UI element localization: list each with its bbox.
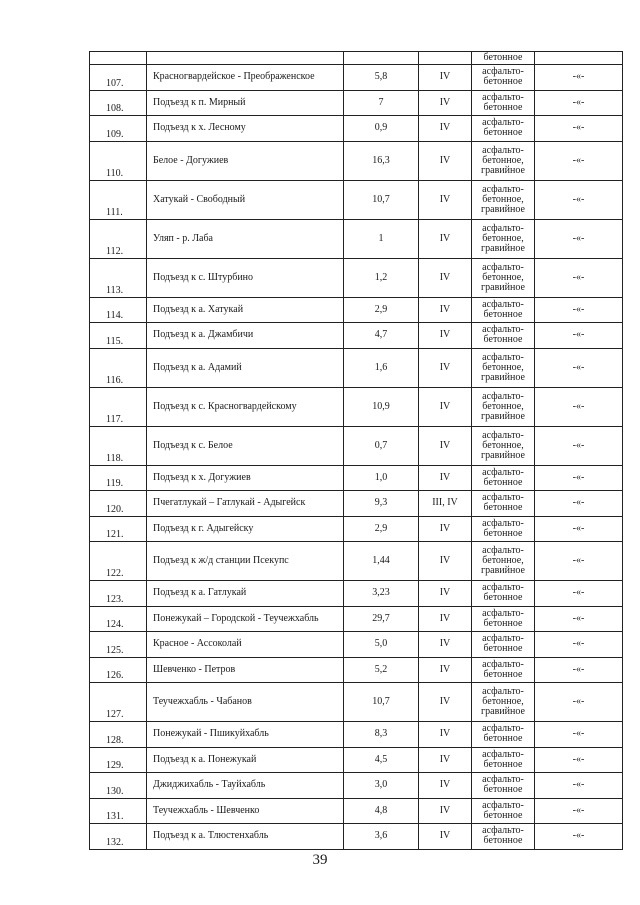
table-row xyxy=(90,657,623,683)
road-coverage: асфальто- бетонное, гравийное xyxy=(472,426,535,465)
road-coverage: асфальто- бетонное xyxy=(472,632,535,658)
table-row xyxy=(90,798,623,824)
row-number: 117. xyxy=(90,387,147,426)
road-name: Теучежхабль - Чабанов xyxy=(147,683,344,722)
road-length: 2,9 xyxy=(344,516,419,542)
road-note: -«- xyxy=(535,426,623,465)
road-category: IV xyxy=(419,465,472,491)
road-coverage: асфальто- бетонное, гравийное xyxy=(472,387,535,426)
road-coverage: асфальто- бетонное, гравийное xyxy=(472,348,535,387)
road-note: -«- xyxy=(535,90,623,116)
road-name: Хатукай - Свободный xyxy=(147,180,344,219)
road-coverage: асфальто- бетонное xyxy=(472,722,535,748)
table-row-continued xyxy=(90,52,623,65)
row-number: 129. xyxy=(90,747,147,773)
row-number xyxy=(90,52,147,65)
road-coverage: асфальто- бетонное, гравийное xyxy=(472,219,535,258)
road-name: Джиджихабль - Тауйхабль xyxy=(147,773,344,799)
road-category: IV xyxy=(419,581,472,607)
row-number: 123. xyxy=(90,581,147,607)
road-category: IV xyxy=(419,387,472,426)
road-note: -«- xyxy=(535,542,623,581)
road-category: IV xyxy=(419,426,472,465)
road-name: Подъезд к п. Мирный xyxy=(147,90,344,116)
road-name: Подъезд к а. Понежукай xyxy=(147,747,344,773)
road-length: 16,3 xyxy=(344,141,419,180)
road-coverage: асфальто- бетонное xyxy=(472,606,535,632)
road-note: -«- xyxy=(535,491,623,517)
road-coverage: асфальто- бетонное xyxy=(472,516,535,542)
table-row xyxy=(90,426,623,465)
road-coverage: асфальто- бетонное xyxy=(472,90,535,116)
road-note: -«- xyxy=(535,258,623,297)
table-row xyxy=(90,90,623,116)
road-coverage: асфальто- бетонное, гравийное xyxy=(472,180,535,219)
road-length: 4,8 xyxy=(344,798,419,824)
road-category xyxy=(419,52,472,65)
road-category: IV xyxy=(419,258,472,297)
table-row xyxy=(90,516,623,542)
row-number: 126. xyxy=(90,657,147,683)
road-name: Подъезд к а. Хатукай xyxy=(147,297,344,323)
road-length: 2,9 xyxy=(344,297,419,323)
road-coverage: асфальто- бетонное xyxy=(472,116,535,142)
road-note: -«- xyxy=(535,297,623,323)
row-number: 118. xyxy=(90,426,147,465)
row-number: 115. xyxy=(90,323,147,349)
table-row xyxy=(90,141,623,180)
road-category: IV xyxy=(419,722,472,748)
row-number: 124. xyxy=(90,606,147,632)
road-coverage: асфальто- бетонное xyxy=(472,323,535,349)
road-name: Красное - Ассоколай xyxy=(147,632,344,658)
road-name: Пчегатлукай – Гатлукай - Адыгейск xyxy=(147,491,344,517)
road-coverage: асфальто- бетонное xyxy=(472,798,535,824)
road-note: -«- xyxy=(535,219,623,258)
road-category: IV xyxy=(419,632,472,658)
table-row xyxy=(90,219,623,258)
row-number: 109. xyxy=(90,116,147,142)
table-row xyxy=(90,323,623,349)
table-row xyxy=(90,542,623,581)
road-length: 1,0 xyxy=(344,465,419,491)
road-name xyxy=(147,52,344,65)
road-coverage: асфальто- бетонное xyxy=(472,65,535,91)
road-note: -«- xyxy=(535,516,623,542)
row-number: 122. xyxy=(90,542,147,581)
road-category: IV xyxy=(419,348,472,387)
road-name: Подъезд к ж/д станции Псекупс xyxy=(147,542,344,581)
table-row xyxy=(90,258,623,297)
road-name: Подъезд к с. Белое xyxy=(147,426,344,465)
road-note: -«- xyxy=(535,348,623,387)
road-category: IV xyxy=(419,116,472,142)
table-row xyxy=(90,491,623,517)
row-number: 116. xyxy=(90,348,147,387)
table-row xyxy=(90,465,623,491)
road-coverage: асфальто- бетонное xyxy=(472,824,535,850)
row-number: 107. xyxy=(90,65,147,91)
road-category: IV xyxy=(419,542,472,581)
road-name: Подъезд к г. Адыгейску xyxy=(147,516,344,542)
road-name: Подъезд к х. Догужиев xyxy=(147,465,344,491)
road-name: Подъезд к с. Штурбино xyxy=(147,258,344,297)
table-row xyxy=(90,348,623,387)
road-coverage: асфальто- бетонное xyxy=(472,657,535,683)
table-row xyxy=(90,632,623,658)
road-length: 3,23 xyxy=(344,581,419,607)
road-coverage: асфальто- бетонное xyxy=(472,297,535,323)
road-coverage: асфальто- бетонное xyxy=(472,747,535,773)
road-category: IV xyxy=(419,824,472,850)
road-name: Понежукай – Городской - Теучежхабль xyxy=(147,606,344,632)
road-category: IV xyxy=(419,297,472,323)
table-row xyxy=(90,180,623,219)
road-length: 3,0 xyxy=(344,773,419,799)
road-length: 1,2 xyxy=(344,258,419,297)
road-coverage: асфальто- бетонное, гравийное xyxy=(472,683,535,722)
road-length: 1,6 xyxy=(344,348,419,387)
road-category: III, IV xyxy=(419,491,472,517)
road-note: -«- xyxy=(535,773,623,799)
roads-table xyxy=(89,51,623,850)
road-note: -«- xyxy=(535,141,623,180)
row-number: 125. xyxy=(90,632,147,658)
road-category: IV xyxy=(419,65,472,91)
row-number: 128. xyxy=(90,722,147,748)
road-category: IV xyxy=(419,180,472,219)
road-note: -«- xyxy=(535,798,623,824)
table-row xyxy=(90,297,623,323)
road-name: Красногвардейское - Преображенское xyxy=(147,65,344,91)
road-note: -«- xyxy=(535,824,623,850)
road-category: IV xyxy=(419,141,472,180)
road-note: -«- xyxy=(535,606,623,632)
road-name: Подъезд к х. Лесному xyxy=(147,116,344,142)
road-length: 5,2 xyxy=(344,657,419,683)
road-note: -«- xyxy=(535,465,623,491)
road-category: IV xyxy=(419,90,472,116)
road-name: Подъезд к а. Гатлукай xyxy=(147,581,344,607)
road-name: Белое - Догужиев xyxy=(147,141,344,180)
road-coverage: асфальто- бетонное xyxy=(472,465,535,491)
roads-table-body xyxy=(90,52,623,850)
road-note: -«- xyxy=(535,180,623,219)
road-category: IV xyxy=(419,323,472,349)
road-length: 10,9 xyxy=(344,387,419,426)
table-row xyxy=(90,824,623,850)
road-category: IV xyxy=(419,747,472,773)
road-length: 5,0 xyxy=(344,632,419,658)
road-coverage: асфальто- бетонное xyxy=(472,581,535,607)
road-length: 1,44 xyxy=(344,542,419,581)
road-note: -«- xyxy=(535,116,623,142)
table-row xyxy=(90,773,623,799)
row-number: 131. xyxy=(90,798,147,824)
road-name: Подъезд к а. Джамбичи xyxy=(147,323,344,349)
road-length: 7 xyxy=(344,90,419,116)
road-name: Уляп - р. Лаба xyxy=(147,219,344,258)
road-name: Подъезд к с. Красногвардейскому xyxy=(147,387,344,426)
row-number: 114. xyxy=(90,297,147,323)
road-length: 10,7 xyxy=(344,180,419,219)
road-length: 1 xyxy=(344,219,419,258)
road-note: -«- xyxy=(535,387,623,426)
road-length: 4,5 xyxy=(344,747,419,773)
road-coverage: асфальто- бетонное xyxy=(472,773,535,799)
road-note: -«- xyxy=(535,323,623,349)
road-name: Шевченко - Петров xyxy=(147,657,344,683)
table-row xyxy=(90,116,623,142)
road-length: 8,3 xyxy=(344,722,419,748)
road-category: IV xyxy=(419,606,472,632)
table-row xyxy=(90,606,623,632)
road-note: -«- xyxy=(535,747,623,773)
row-number: 112. xyxy=(90,219,147,258)
road-length: 29,7 xyxy=(344,606,419,632)
road-category: IV xyxy=(419,657,472,683)
table-row xyxy=(90,581,623,607)
road-length: 4,7 xyxy=(344,323,419,349)
row-number: 119. xyxy=(90,465,147,491)
road-note: -«- xyxy=(535,722,623,748)
row-number: 110. xyxy=(90,141,147,180)
road-length: 0,7 xyxy=(344,426,419,465)
road-name: Подъезд к а. Тлюстенхабль xyxy=(147,824,344,850)
road-coverage: асфальто- бетонное, гравийное xyxy=(472,141,535,180)
row-number: 108. xyxy=(90,90,147,116)
road-note: -«- xyxy=(535,683,623,722)
road-note: -«- xyxy=(535,65,623,91)
road-category: IV xyxy=(419,683,472,722)
road-length: 10,7 xyxy=(344,683,419,722)
road-coverage: асфальто- бетонное xyxy=(472,491,535,517)
road-name: Понежукай - Пшикуйхабль xyxy=(147,722,344,748)
road-length: 9,3 xyxy=(344,491,419,517)
road-coverage: асфальто- бетонное, гравийное xyxy=(472,258,535,297)
road-name: Подъезд к а. Адамий xyxy=(147,348,344,387)
road-category: IV xyxy=(419,773,472,799)
row-number: 111. xyxy=(90,180,147,219)
table-row xyxy=(90,722,623,748)
road-category: IV xyxy=(419,219,472,258)
road-length: 5,8 xyxy=(344,65,419,91)
row-number: 113. xyxy=(90,258,147,297)
road-coverage: бетонное xyxy=(472,52,535,65)
row-number: 132. xyxy=(90,824,147,850)
row-number: 121. xyxy=(90,516,147,542)
table-row xyxy=(90,747,623,773)
road-length: 3,6 xyxy=(344,824,419,850)
road-category: IV xyxy=(419,798,472,824)
road-category: IV xyxy=(419,516,472,542)
row-number: 130. xyxy=(90,773,147,799)
table-row xyxy=(90,387,623,426)
row-number: 127. xyxy=(90,683,147,722)
road-note: -«- xyxy=(535,657,623,683)
road-length: 0,9 xyxy=(344,116,419,142)
road-name: Теучежхабль - Шевченко xyxy=(147,798,344,824)
road-length xyxy=(344,52,419,65)
road-note: -«- xyxy=(535,632,623,658)
row-number: 120. xyxy=(90,491,147,517)
road-note xyxy=(535,52,623,65)
road-coverage: асфальто- бетонное, гравийное xyxy=(472,542,535,581)
page-number: 39 xyxy=(312,852,328,868)
table-row xyxy=(90,683,623,722)
table-row xyxy=(90,65,623,91)
road-note: -«- xyxy=(535,581,623,607)
